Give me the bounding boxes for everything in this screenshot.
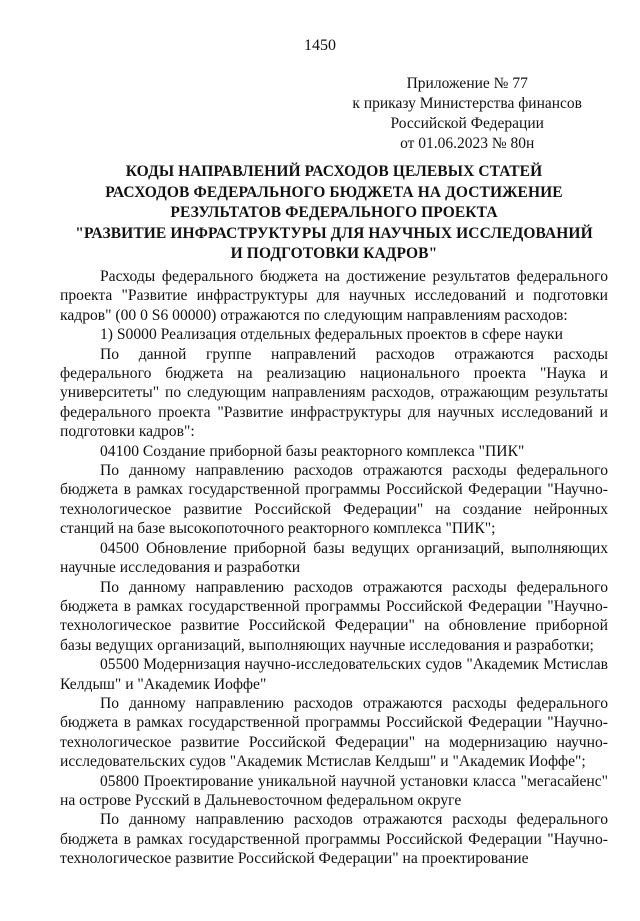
document-title: [60, 162, 608, 265]
paragraph-code-05500-description: По данному направлению расходов отражаются расходы федерального бюджета в рамках государственной программы Российской Федерации "Научно-технологическое развитие Российской Федерации" на модернизацию научно-исследовательских судов "Академик Мстислав Келдыш" и "Академик Иоффе";: [60, 694, 608, 771]
paragraph-code-04500-description: По данному направлению расходов отражаются расходы федерального бюджета в рамках государственной программы Российской Федерации "Научно-технологическое развитие Российской Федерации" на обновление приборной базы ведущих организаций, выполняющих научные исследования и разработки;: [60, 578, 608, 654]
appendix-block: [352, 74, 582, 154]
title-line: "РАЗВИТИЕ ИНФРАСТРУКТУРЫ ДЛЯ НАУЧНЫХ ИССЛЕДОВАНИЙ: [75, 224, 593, 242]
appendix-line: Российской Федерации: [390, 115, 544, 132]
paragraph-code-04100: 04100 Создание приборной базы реакторного комплекса "ПИК": [100, 442, 525, 460]
paragraph-intro: Расходы федерального бюджета на достижение результатов федерального проекта "Развитие инфраструктуры для научных исследований и подготовки кадров" (00 0 S6 00000) отражаются по следующим направлениям расходов:: [60, 268, 608, 324]
appendix-line: к приказу Министерства финансов: [352, 95, 582, 112]
document-body: [60, 267, 608, 869]
title-line: РАСХОДОВ ФЕДЕРАЛЬНОГО БЮДЖЕТА НА ДОСТИЖЕНИЕ: [105, 183, 563, 201]
appendix-line: от 01.06.2023 № 80н: [400, 135, 535, 152]
paragraph-code-05800-description: По данному направлению расходов отражаются расходы федерального бюджета в рамках государственной программы Российской Федерации "Научно-технологическое развитие Российской Федерации" на проектирование: [60, 811, 608, 868]
title-line: КОДЫ НАПРАВЛЕНИЙ РАСХОДОВ ЦЕЛЕВЫХ СТАТЕЙ: [125, 163, 543, 180]
paragraph-code-04100-description: По данному направлению расходов отражаются расходы федерального бюджета в рамках государственной программы Российской Федерации "Научно-технологическое развитие Российской Федерации" на создание нейронных станций на базе высокопоточного реакторного комплекса "ПИК";: [60, 462, 608, 538]
title-line: И ПОДГОТОВКИ КАДРОВ": [230, 245, 438, 262]
title-line: РЕЗУЛЬТАТОВ ФЕДЕРАЛЬНОГО ПРОЕКТА: [170, 204, 498, 221]
page-number: 1450: [304, 37, 336, 54]
paragraph-code-05800: 05800 Проектирование уникальной научной установки класса "мегасайенс" на острове Русский в Дальневосточном федеральном округе: [60, 772, 608, 809]
paragraph-code-05500: 05500 Модернизация научно-исследовательских судов "Академик Мстислав Келдыш" и "Академик Иоффе": [60, 656, 608, 693]
paragraph-code-04500: 04500 Обновление приборной базы ведущих организаций, выполняющих научные исследования и разработки: [60, 539, 608, 577]
paragraph-group-heading: 1) S0000 Реализация отдельных федеральных проектов в сфере науки: [100, 326, 563, 344]
paragraph-group-description: По данной группе направлений расходов отражаются расходы федерального бюджета на реализацию национального проекта "Наука и университеты" по следующим направлениям расходов, отражающим результаты федерального проекта "Развитие инфраструктуры для научных исследований и подготовки кадров":: [60, 345, 608, 441]
appendix-line: Приложение № 77: [406, 75, 528, 92]
